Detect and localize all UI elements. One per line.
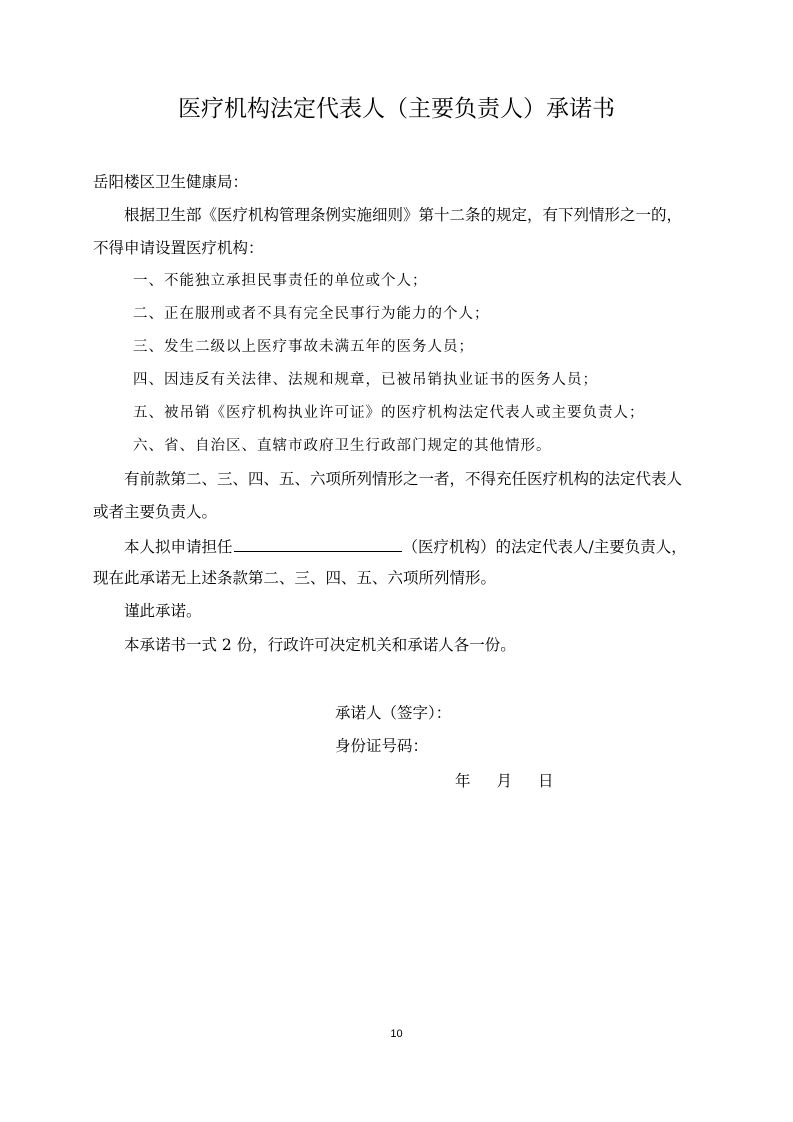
list-item: 三、发生二级以上医疗事故未满五年的医务人员； [133, 339, 474, 355]
paragraph-3-line-2: 现在此承诺无上述条款第二、三、四、五、六项所列情形。 [93, 569, 497, 587]
paragraph-2-line-2: 或者主要负责人。 [93, 503, 218, 521]
list-item: 二、正在服刑或者不具有完全民事行为能力的个人； [133, 306, 490, 322]
paragraph-1-line-1: 根据卫生部《医疗机构管理条例实施细则》第十二条的规定，有下列情形之一的， [124, 206, 683, 224]
month-label: 月 [496, 772, 513, 790]
day-label: 日 [538, 772, 554, 790]
addressee: 岳阳楼区卫生健康局： [93, 173, 249, 191]
institution-name-blank[interactable] [234, 534, 402, 552]
date-line [455, 770, 554, 792]
copies-note: 本承诺书一式 2 份，行政许可决定机关和承诺人各一份。 [124, 636, 516, 654]
document-title: 医疗机构法定代表人（主要负责人）承诺书 [178, 96, 615, 122]
list-item: 五、被吊销《医疗机构执业许可证》的医疗机构法定代表人或主要负责人； [133, 405, 645, 421]
paragraph-2-line-1: 有前款第二、三、四、五、六项所列情形之一者，不得充任医疗机构的法定代表人 [124, 470, 683, 488]
signer-signature-label: 承诺人（签字）： [335, 704, 452, 722]
list-item: 一、不能独立承担民事责任的单位或个人； [133, 273, 428, 289]
page-number: 10 [390, 1028, 403, 1040]
id-number-label: 身份证号码： [335, 737, 429, 755]
paragraph-3-suffix: （医疗机构）的法定代表人/主要负责人， [402, 538, 687, 556]
year-label: 年 [455, 772, 471, 790]
closing-statement: 谨此承诺。 [124, 602, 202, 620]
paragraph-3-line-1 [124, 534, 687, 558]
paragraph-3-prefix: 本人拟申请担任 [124, 538, 233, 556]
paragraph-1-line-2: 不得申请设置医疗机构： [93, 239, 264, 257]
list-item: 六、省、自治区、直辖市政府卫生行政部门规定的其他情形。 [133, 438, 552, 454]
list-item: 四、因违反有关法律、法规和规章，已被吊销执业证书的医务人员； [133, 372, 598, 388]
